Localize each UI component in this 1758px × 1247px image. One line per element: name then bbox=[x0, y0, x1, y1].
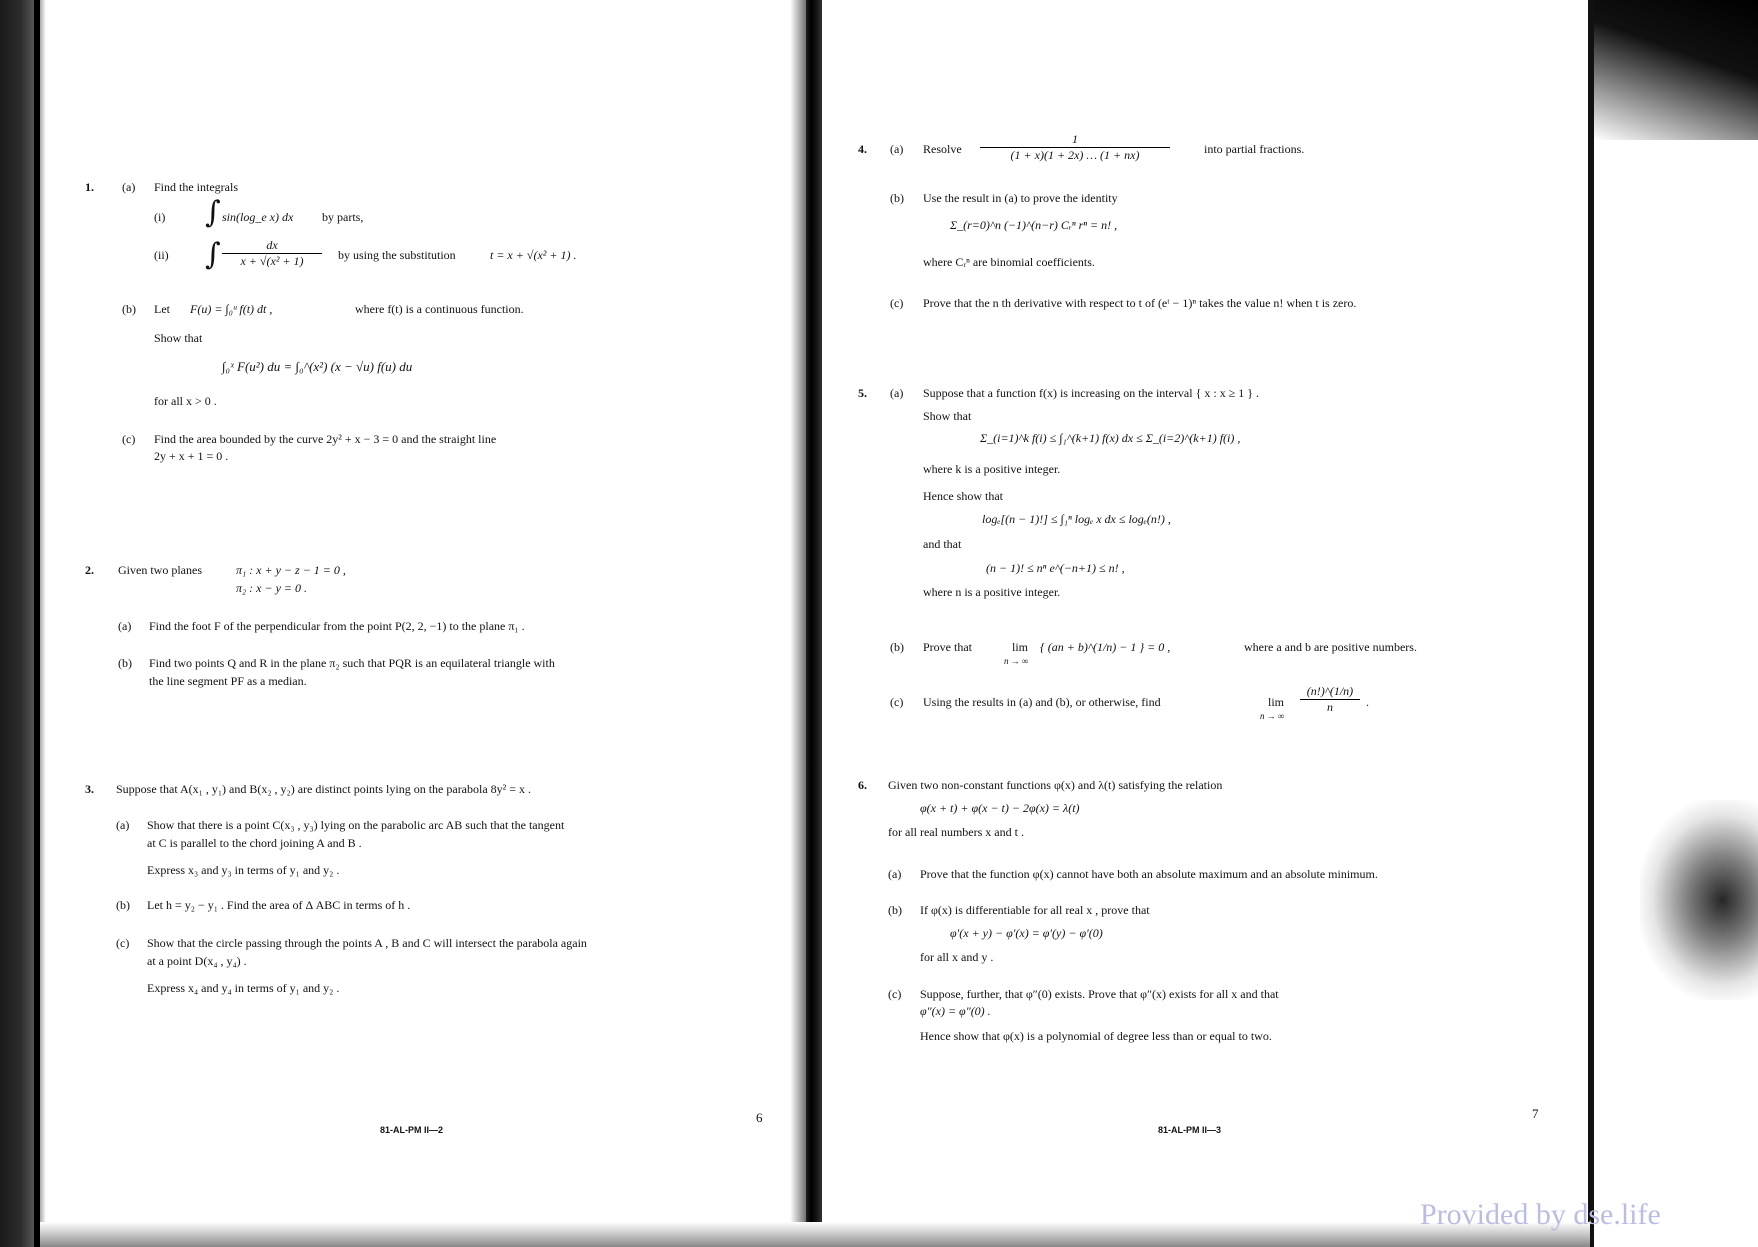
fraction-denominator: n bbox=[1327, 700, 1333, 714]
question-text: Resolve bbox=[923, 142, 962, 156]
left-scan-edge bbox=[0, 0, 46, 1247]
question-text: Find the foot F of the perpendicular from the point P(2, 2, −1) to the plane π₁ . bbox=[149, 619, 525, 633]
limit-operator: lim bbox=[1012, 640, 1029, 654]
paper-code: 81-AL-PM II—2 bbox=[380, 1125, 444, 1135]
fraction-numerator: 1 bbox=[980, 132, 1170, 148]
question-text: the line segment PF as a median. bbox=[149, 674, 307, 688]
math-expression: { (an + b)^(1/n) − 1 } = 0 , bbox=[1040, 640, 1171, 654]
integral-sign: ∫ bbox=[205, 237, 221, 272]
paper-code: 81-AL-PM II—3 bbox=[1158, 1125, 1222, 1135]
part-label: (a) bbox=[118, 619, 132, 633]
question-number: 2. bbox=[85, 563, 94, 577]
part-label: (c) bbox=[888, 987, 902, 1001]
math-equation: φ(x + t) + φ(x − t) − 2φ(x) = λ(t) bbox=[920, 801, 1080, 815]
question-text: If φ(x) is differentiable for all real x , prove that bbox=[920, 903, 1150, 917]
question-text: Suppose that a function f(x) is increasing on the interval { x : x ≥ 1 } . bbox=[923, 386, 1260, 400]
plane-equation: π₁ : x + y − z − 1 = 0 , bbox=[236, 563, 346, 577]
part-label: (c) bbox=[890, 296, 904, 310]
question-text: Prove that bbox=[923, 640, 972, 654]
fraction bbox=[980, 132, 1170, 163]
gutter-shadow bbox=[790, 0, 806, 1247]
part-label: (b) bbox=[118, 656, 132, 670]
math-equation: φ′(x + y) − φ′(x) = φ′(y) − φ′(0) bbox=[950, 926, 1103, 940]
fraction-denominator: x + √(x² + 1) bbox=[240, 254, 304, 268]
question-number: 4. bbox=[858, 142, 867, 156]
book-gutter bbox=[806, 0, 822, 1247]
fraction-numerator: dx bbox=[222, 238, 322, 254]
question-text: Show that bbox=[154, 331, 203, 345]
question-number: 5. bbox=[858, 386, 867, 400]
page-number: 7 bbox=[1532, 1106, 1539, 1121]
math-expression: φ″(x) = φ″(0) . bbox=[920, 1004, 991, 1018]
plane-equation: π₂ : x − y = 0 . bbox=[236, 581, 308, 595]
question-text: Suppose, further, that φ″(0) exists. Prove that φ″(x) exists for all x and that bbox=[920, 987, 1279, 1001]
part-label: (c) bbox=[890, 695, 904, 709]
part-label: (a) bbox=[890, 142, 904, 156]
watermark-text: Provided by dse.life bbox=[1420, 1198, 1661, 1231]
math-equation: Σ_(i=1)^k f(i) ≤ ∫₁^(k+1) f(x) dx ≤ Σ_(i=2)^(k+1) f(i) , bbox=[980, 431, 1241, 445]
question-text: Show that bbox=[923, 409, 972, 423]
math-expression: F(u) = ∫₀ᵘ f(t) dt , bbox=[190, 302, 273, 316]
question-number: 6. bbox=[858, 778, 867, 792]
question-text: Show that the circle passing through the points A , B and C will intersect the parabola again bbox=[147, 936, 587, 950]
math-expression: t = x + √(x² + 1) . bbox=[490, 248, 577, 262]
question-text: for all x > 0 . bbox=[154, 394, 217, 408]
question-text: by parts, bbox=[322, 210, 364, 224]
part-label: (b) bbox=[116, 898, 130, 912]
math-expression: sin(log_e x) dx bbox=[222, 210, 294, 224]
question-text: Suppose that A(x₁ , y₁) and B(x₂ , y₂) are distinct points lying on the parabola 8y² = x . bbox=[116, 782, 532, 796]
question-text: where k is a positive integer. bbox=[923, 462, 1061, 476]
question-text: Find two points Q and R in the plane π₂ such that PQR is an equilateral triangle with bbox=[149, 656, 555, 670]
fraction bbox=[222, 238, 322, 269]
question-text: Use the result in (a) to prove the identity bbox=[923, 191, 1118, 205]
scan-speckle bbox=[1640, 800, 1758, 1000]
math-equation: logₑ[(n − 1)!] ≤ ∫₁ⁿ logₑ x dx ≤ logₑ(n!) , bbox=[982, 512, 1171, 526]
right-scan-edge bbox=[1588, 0, 1594, 1247]
limit-subscript: n → ∞ bbox=[1004, 656, 1029, 666]
question-text: Prove that the function φ(x) cannot have both an absolute maximum and an absolute minimum. bbox=[920, 867, 1378, 881]
math-equation: (n − 1)! ≤ nⁿ e^(−n+1) ≤ n! , bbox=[986, 561, 1125, 575]
question-text: Find the integrals bbox=[154, 180, 238, 194]
part-label: (a) bbox=[122, 180, 136, 194]
question-text: and that bbox=[923, 537, 962, 551]
part-label: (a) bbox=[888, 867, 902, 881]
corner-shadow bbox=[1594, 0, 1758, 140]
question-text: 2y + x + 1 = 0 . bbox=[154, 449, 229, 463]
question-text: Let bbox=[154, 302, 170, 316]
question-text: Express x₃ and y₃ in terms of y₁ and y₂ . bbox=[147, 863, 340, 877]
question-text: where Cᵣⁿ are binomial coefficients. bbox=[923, 255, 1095, 269]
part-label: (b) bbox=[890, 640, 904, 654]
integral-sign: ∫ bbox=[205, 195, 221, 230]
question-text: Given two planes bbox=[118, 563, 202, 577]
question-number: 3. bbox=[85, 782, 94, 796]
math-equation: Σ_(r=0)^n (−1)^(n−r) Cᵣⁿ rⁿ = n! , bbox=[950, 218, 1118, 232]
question-text: into partial fractions. bbox=[1204, 142, 1305, 156]
question-text: where f(t) is a continuous function. bbox=[355, 302, 524, 316]
question-text: Prove that the n th derivative with respect to t of (eᵗ − 1)ⁿ takes the value n! when t is zero. bbox=[923, 296, 1357, 310]
subpart-label: (i) bbox=[154, 210, 166, 224]
question-text: Let h = y₂ − y₁ . Find the area of Δ ABC in terms of h . bbox=[147, 898, 411, 912]
question-text: where a and b are positive numbers. bbox=[1244, 640, 1417, 654]
question-text: Find the area bounded by the curve 2y² + x − 3 = 0 and the straight line bbox=[154, 432, 497, 446]
part-label: (c) bbox=[122, 432, 136, 446]
question-text: Express x₄ and y₄ in terms of y₁ and y₂ . bbox=[147, 981, 340, 995]
question-text: Hence show that bbox=[923, 489, 1003, 503]
bottom-scan-shadow bbox=[40, 1222, 1590, 1247]
question-number: 1. bbox=[85, 180, 94, 194]
limit-operator: lim bbox=[1268, 695, 1285, 709]
fraction bbox=[1300, 684, 1360, 715]
math-equation: ∫₀ˣ F(u²) du = ∫₀^(x²) (x − √u) f(u) du bbox=[222, 359, 413, 374]
fraction-denominator: (1 + x)(1 + 2x) … (1 + nx) bbox=[1010, 148, 1140, 162]
question-text: for all x and y . bbox=[920, 950, 994, 964]
question-text: Given two non-constant functions φ(x) and λ(t) satisfying the relation bbox=[888, 778, 1223, 792]
part-label: (b) bbox=[122, 302, 136, 316]
question-text: . bbox=[1366, 695, 1369, 709]
question-text: by using the substitution bbox=[338, 248, 456, 262]
limit-subscript: n → ∞ bbox=[1260, 711, 1285, 721]
question-text: at a point D(x₄ , y₄) . bbox=[147, 954, 247, 968]
subpart-label: (ii) bbox=[154, 248, 169, 262]
question-text: Show that there is a point C(x₃ , y₃) lying on the parabolic arc AB such that the tangent bbox=[147, 818, 565, 832]
question-text: at C is parallel to the chord joining A and B . bbox=[147, 836, 362, 850]
part-label: (a) bbox=[116, 818, 130, 832]
page-number: 6 bbox=[756, 1110, 763, 1125]
question-text: Using the results in (a) and (b), or otherwise, find bbox=[923, 695, 1161, 709]
question-text: where n is a positive integer. bbox=[923, 585, 1061, 599]
part-label: (b) bbox=[888, 903, 902, 917]
fraction-numerator: (n!)^(1/n) bbox=[1300, 684, 1360, 700]
question-text: for all real numbers x and t . bbox=[888, 825, 1024, 839]
question-text: Hence show that φ(x) is a polynomial of degree less than or equal to two. bbox=[920, 1029, 1272, 1043]
part-label: (c) bbox=[116, 936, 130, 950]
part-label: (b) bbox=[890, 191, 904, 205]
part-label: (a) bbox=[890, 386, 904, 400]
